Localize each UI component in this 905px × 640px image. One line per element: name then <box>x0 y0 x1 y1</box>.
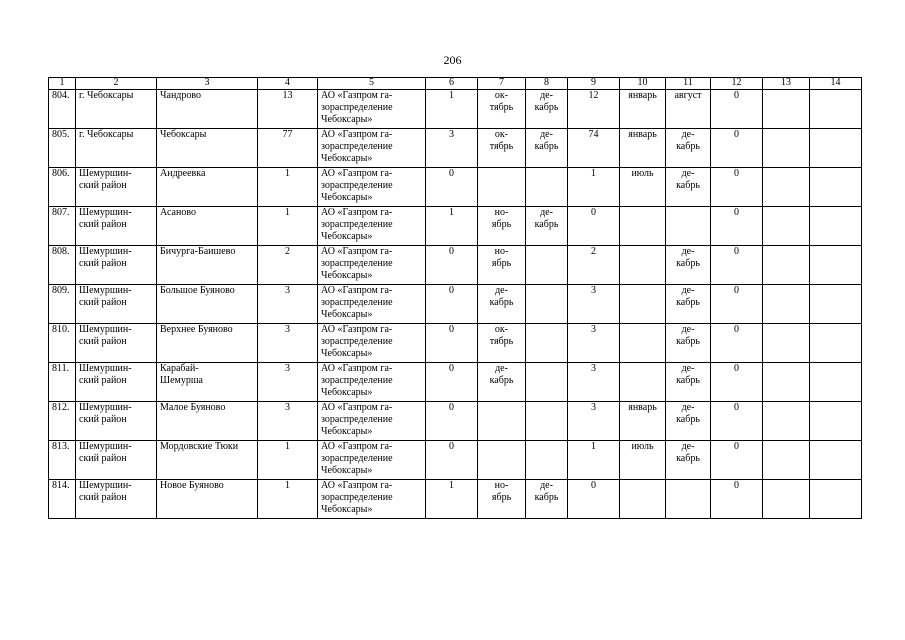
col-14-cell <box>810 285 862 324</box>
count-cell: 3 <box>258 324 318 363</box>
row-number-cell: 814. <box>49 480 76 519</box>
organization-cell: АО «Газпром га- зораспределение Чебоксары» <box>318 324 426 363</box>
col-13-cell <box>763 90 810 129</box>
col-6-cell: 1 <box>426 207 478 246</box>
col-14-cell <box>810 207 862 246</box>
col-10-cell: июль <box>620 441 666 480</box>
col-8-cell <box>526 324 568 363</box>
settlement-cell: Андреевка <box>157 168 258 207</box>
settlement-cell: Новое Буяново <box>157 480 258 519</box>
col-7-cell: де- кабрь <box>478 285 526 324</box>
col-header: 5 <box>318 78 426 90</box>
col-13-cell <box>763 441 810 480</box>
table-row <box>49 246 862 285</box>
col-9-cell: 3 <box>568 324 620 363</box>
col-14-cell <box>810 441 862 480</box>
col-10-cell <box>620 480 666 519</box>
col-9-cell: 12 <box>568 90 620 129</box>
col-8-cell <box>526 168 568 207</box>
col-12-cell: 0 <box>711 168 763 207</box>
col-header: 3 <box>157 78 258 90</box>
table-row <box>49 402 862 441</box>
col-14-cell <box>810 324 862 363</box>
table-row <box>49 363 862 402</box>
col-8-cell <box>526 441 568 480</box>
district-cell: Шемуршин- ский район <box>76 402 157 441</box>
col-header: 8 <box>526 78 568 90</box>
col-9-cell: 1 <box>568 441 620 480</box>
count-cell: 3 <box>258 363 318 402</box>
col-10-cell: июль <box>620 168 666 207</box>
district-cell: Шемуршин- ский район <box>76 246 157 285</box>
district-cell: Шемуршин- ский район <box>76 324 157 363</box>
col-13-cell <box>763 129 810 168</box>
col-13-cell <box>763 246 810 285</box>
count-cell: 3 <box>258 402 318 441</box>
col-10-cell <box>620 285 666 324</box>
organization-cell: АО «Газпром га- зораспределение Чебоксары» <box>318 402 426 441</box>
col-10-cell: январь <box>620 402 666 441</box>
count-cell: 1 <box>258 168 318 207</box>
col-9-cell: 1 <box>568 168 620 207</box>
col-9-cell: 3 <box>568 402 620 441</box>
organization-cell: АО «Газпром га- зораспределение Чебоксары» <box>318 246 426 285</box>
district-cell: г. Чебоксары <box>76 90 157 129</box>
settlement-cell: Чандрово <box>157 90 258 129</box>
col-7-cell: ок- тябрь <box>478 129 526 168</box>
row-number-cell: 810. <box>49 324 76 363</box>
col-7-cell: ок- тябрь <box>478 90 526 129</box>
col-header: 14 <box>810 78 862 90</box>
col-9-cell: 0 <box>568 480 620 519</box>
settlement-cell: Большое Буяново <box>157 285 258 324</box>
col-6-cell: 1 <box>426 90 478 129</box>
col-14-cell <box>810 402 862 441</box>
organization-cell: АО «Газпром га- зораспределение Чебоксары» <box>318 285 426 324</box>
page-number: 206 <box>443 53 462 67</box>
col-header: 1 <box>49 78 76 90</box>
organization-cell: АО «Газпром га- зораспределение Чебоксары» <box>318 480 426 519</box>
col-12-cell: 0 <box>711 207 763 246</box>
col-7-cell: ок- тябрь <box>478 324 526 363</box>
col-9-cell: 3 <box>568 285 620 324</box>
col-11-cell: де- кабрь <box>666 441 711 480</box>
district-cell: Шемуршин- ский район <box>76 168 157 207</box>
col-10-cell <box>620 246 666 285</box>
col-14-cell <box>810 363 862 402</box>
table-row <box>49 285 862 324</box>
row-number-cell: 808. <box>49 246 76 285</box>
col-header: 6 <box>426 78 478 90</box>
settlement-cell: Карабай- Шемурша <box>157 363 258 402</box>
table-row <box>49 90 862 129</box>
col-6-cell: 0 <box>426 441 478 480</box>
count-cell: 1 <box>258 207 318 246</box>
settlement-cell: Бичурга-Баишево <box>157 246 258 285</box>
col-header: 2 <box>76 78 157 90</box>
col-13-cell <box>763 207 810 246</box>
col-13-cell <box>763 324 810 363</box>
organization-cell: АО «Газпром га- зораспределение Чебоксары» <box>318 441 426 480</box>
col-14-cell <box>810 480 862 519</box>
col-7-cell <box>478 168 526 207</box>
settlement-cell: Мордовские Тюки <box>157 441 258 480</box>
organization-cell: АО «Газпром га- зораспределение Чебоксары» <box>318 168 426 207</box>
col-8-cell <box>526 402 568 441</box>
col-10-cell <box>620 324 666 363</box>
col-13-cell <box>763 363 810 402</box>
col-10-cell: январь <box>620 90 666 129</box>
row-number-cell: 807. <box>49 207 76 246</box>
col-10-cell <box>620 363 666 402</box>
col-9-cell: 3 <box>568 363 620 402</box>
row-number-cell: 805. <box>49 129 76 168</box>
col-7-cell: де- кабрь <box>478 363 526 402</box>
col-8-cell <box>526 285 568 324</box>
col-7-cell <box>478 402 526 441</box>
row-number-cell: 806. <box>49 168 76 207</box>
col-8-cell: де- кабрь <box>526 207 568 246</box>
col-8-cell <box>526 246 568 285</box>
col-header: 12 <box>711 78 763 90</box>
table-body <box>49 90 862 519</box>
row-number-cell: 804. <box>49 90 76 129</box>
table-row <box>49 480 862 519</box>
district-cell: Шемуршин- ский район <box>76 207 157 246</box>
col-11-cell <box>666 207 711 246</box>
col-9-cell: 74 <box>568 129 620 168</box>
col-6-cell: 3 <box>426 129 478 168</box>
col-11-cell: август <box>666 90 711 129</box>
col-10-cell <box>620 207 666 246</box>
col-9-cell: 0 <box>568 207 620 246</box>
col-12-cell: 0 <box>711 129 763 168</box>
col-11-cell: де- кабрь <box>666 363 711 402</box>
col-14-cell <box>810 129 862 168</box>
count-cell: 2 <box>258 246 318 285</box>
col-8-cell: де- кабрь <box>526 480 568 519</box>
col-header: 4 <box>258 78 318 90</box>
count-cell: 3 <box>258 285 318 324</box>
col-6-cell: 0 <box>426 168 478 207</box>
organization-cell: АО «Газпром га- зораспределение Чебоксары» <box>318 90 426 129</box>
col-6-cell: 0 <box>426 285 478 324</box>
col-11-cell: де- кабрь <box>666 324 711 363</box>
row-number-cell: 812. <box>49 402 76 441</box>
col-14-cell <box>810 246 862 285</box>
col-14-cell <box>810 90 862 129</box>
col-9-cell: 2 <box>568 246 620 285</box>
col-header: 9 <box>568 78 620 90</box>
table-row <box>49 207 862 246</box>
table-row <box>49 441 862 480</box>
col-12-cell: 0 <box>711 402 763 441</box>
col-12-cell: 0 <box>711 285 763 324</box>
col-6-cell: 1 <box>426 480 478 519</box>
col-11-cell: де- кабрь <box>666 129 711 168</box>
organization-cell: АО «Газпром га- зораспределение Чебоксары» <box>318 129 426 168</box>
col-13-cell <box>763 402 810 441</box>
settlement-cell: Малое Буяново <box>157 402 258 441</box>
col-8-cell: де- кабрь <box>526 129 568 168</box>
col-14-cell <box>810 168 862 207</box>
col-11-cell: де- кабрь <box>666 168 711 207</box>
col-header: 7 <box>478 78 526 90</box>
col-header: 13 <box>763 78 810 90</box>
table-row <box>49 129 862 168</box>
col-7-cell: но- ябрь <box>478 246 526 285</box>
col-12-cell: 0 <box>711 246 763 285</box>
table-row <box>49 324 862 363</box>
district-cell: Шемуршин- ский район <box>76 480 157 519</box>
col-11-cell: де- кабрь <box>666 402 711 441</box>
count-cell: 1 <box>258 441 318 480</box>
col-11-cell: де- кабрь <box>666 246 711 285</box>
settlement-cell: Асаново <box>157 207 258 246</box>
count-cell: 1 <box>258 480 318 519</box>
count-cell: 13 <box>258 90 318 129</box>
col-6-cell: 0 <box>426 402 478 441</box>
row-number-cell: 811. <box>49 363 76 402</box>
col-12-cell: 0 <box>711 441 763 480</box>
col-8-cell <box>526 363 568 402</box>
col-header: 11 <box>666 78 711 90</box>
header-row <box>49 78 862 90</box>
count-cell: 77 <box>258 129 318 168</box>
col-12-cell: 0 <box>711 363 763 402</box>
col-6-cell: 0 <box>426 324 478 363</box>
col-12-cell: 0 <box>711 90 763 129</box>
col-11-cell <box>666 480 711 519</box>
col-6-cell: 0 <box>426 363 478 402</box>
col-8-cell: де- кабрь <box>526 90 568 129</box>
col-13-cell <box>763 480 810 519</box>
data-table <box>48 77 862 519</box>
col-13-cell <box>763 285 810 324</box>
col-header: 10 <box>620 78 666 90</box>
organization-cell: АО «Газпром га- зораспределение Чебоксары» <box>318 363 426 402</box>
district-cell: Шемуршин- ский район <box>76 285 157 324</box>
col-13-cell <box>763 168 810 207</box>
col-12-cell: 0 <box>711 480 763 519</box>
col-10-cell: январь <box>620 129 666 168</box>
table-row <box>49 168 862 207</box>
row-number-cell: 813. <box>49 441 76 480</box>
row-number-cell: 809. <box>49 285 76 324</box>
settlement-cell: Чебоксары <box>157 129 258 168</box>
col-7-cell: но- ябрь <box>478 207 526 246</box>
district-cell: Шемуршин- ский район <box>76 363 157 402</box>
district-cell: Шемуршин- ский район <box>76 441 157 480</box>
settlement-cell: Верхнее Буяново <box>157 324 258 363</box>
col-7-cell: но- ябрь <box>478 480 526 519</box>
district-cell: г. Чебоксары <box>76 129 157 168</box>
col-6-cell: 0 <box>426 246 478 285</box>
organization-cell: АО «Газпром га- зораспределение Чебоксары» <box>318 207 426 246</box>
col-12-cell: 0 <box>711 324 763 363</box>
col-7-cell <box>478 441 526 480</box>
col-11-cell: де- кабрь <box>666 285 711 324</box>
